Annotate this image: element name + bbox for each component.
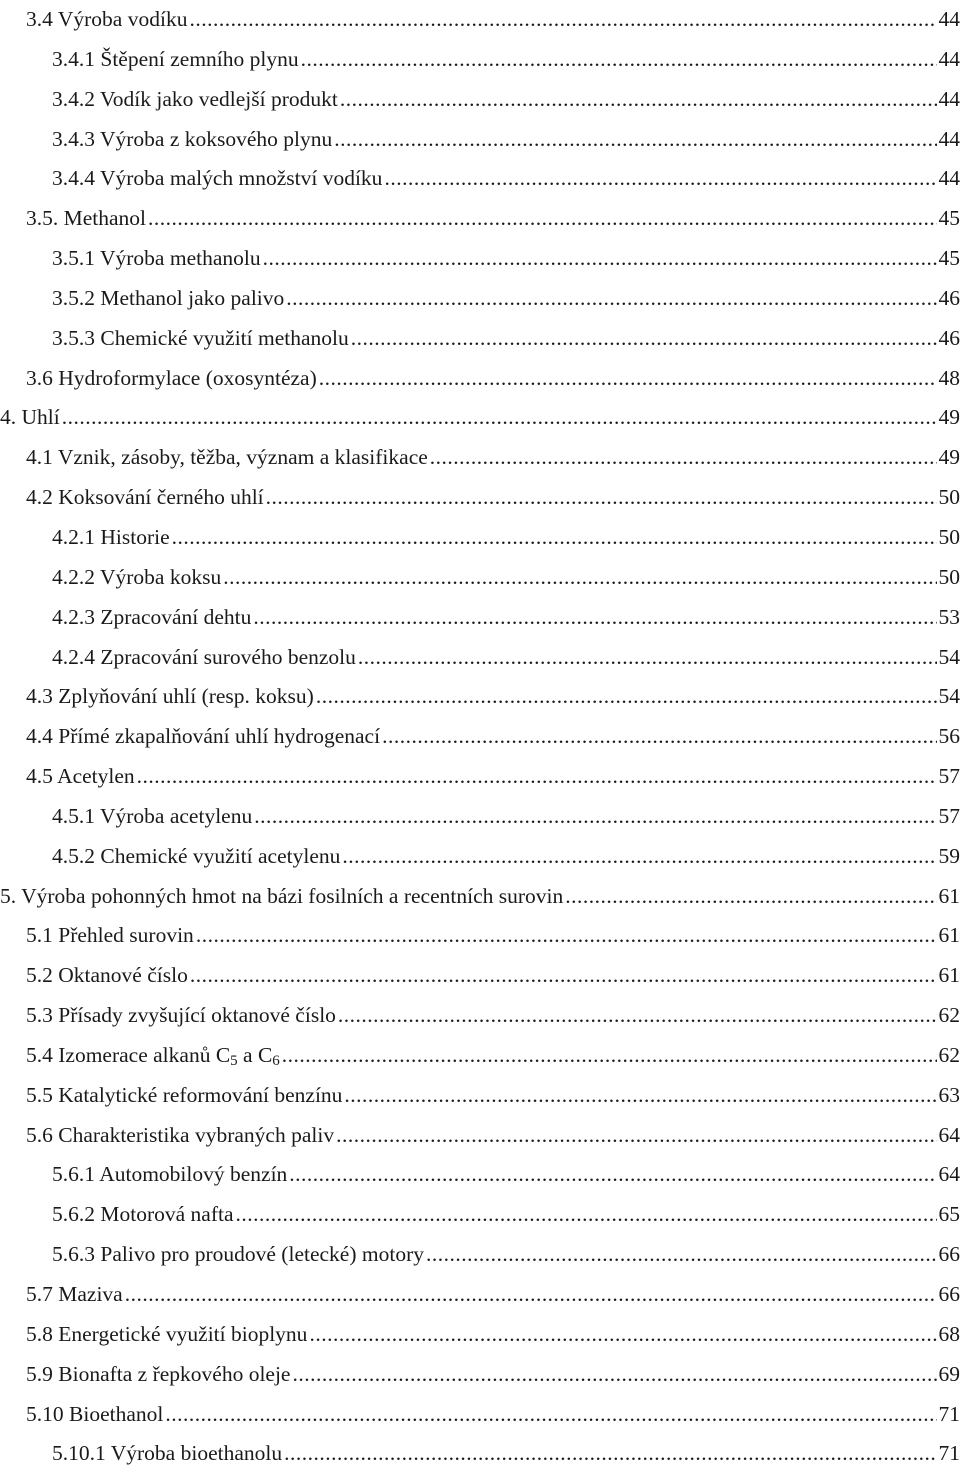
toc-entry-5-6-2[interactable] [0,1195,960,1235]
toc-page-number: 50 [939,484,960,510]
toc-page-number: 49 [939,444,960,470]
toc-entry-3-4-3[interactable] [0,120,960,160]
toc-page-number: 65 [939,1201,960,1227]
toc-entry-5-9[interactable] [0,1355,960,1395]
dot-leader [137,763,937,789]
dot-leader [189,6,936,32]
dot-leader [358,644,937,670]
toc-entry-5[interactable] [0,877,960,917]
toc-entry-label: 3.4.4 Výroba malých množství vodíku [52,165,382,191]
dot-leader [266,484,937,510]
toc-entry-5-7[interactable] [0,1275,960,1315]
toc-entry-3-4-1[interactable] [0,40,960,80]
dot-leader [190,962,937,988]
toc-entry-label-text: 5.4 Izomerace alkanů C [26,1043,230,1067]
toc-entry-4-5-1[interactable] [0,797,960,837]
toc-page-number: 69 [939,1361,960,1387]
dot-leader [286,285,936,311]
toc-entry-label: 5.8 Energetické využití bioplynu [26,1321,307,1347]
toc-entry-label [26,1042,280,1068]
toc-entry-3-4-4[interactable] [0,159,960,199]
toc-entry-4-5[interactable] [0,757,960,797]
toc-entry-3-4[interactable] [0,0,960,40]
toc-entry-4-2-1[interactable] [0,518,960,558]
dot-leader [351,325,937,351]
toc-entry-5-6-3[interactable] [0,1235,960,1275]
toc-entry-label: 5.6.3 Palivo pro proudové (letecké) motory [52,1241,424,1267]
toc-entry-label: 4.5.1 Výroba acetylenu [52,803,252,829]
toc-entry-label-text: a C [238,1043,273,1067]
toc-entry-4-4[interactable] [0,717,960,757]
toc-entry-5-4[interactable] [0,1036,960,1076]
toc-page-number: 59 [939,843,960,869]
subscript: 5 [230,1053,238,1069]
toc-entry-label: 4.5 Acetylen [26,763,135,789]
dot-leader [316,683,937,709]
toc-page-number: 44 [939,86,960,112]
dot-leader [125,1281,937,1307]
toc-page-number: 61 [939,922,960,948]
toc-entry-label: 3.5.1 Výroba methanolu [52,245,261,271]
toc-page-number: 66 [939,1241,960,1267]
toc-entry-label: 5.10.1 Výroba bioethanolu [52,1440,282,1466]
dot-leader [344,1082,936,1108]
toc-page-number: 61 [939,962,960,988]
toc-entry-4-3[interactable] [0,677,960,717]
toc-entry-label: 5.6.2 Motorová nafta [52,1201,234,1227]
toc-entry-label: 5.7 Maziva [26,1281,123,1307]
toc-page-number: 71 [939,1440,960,1466]
toc-entry-label: 5.5 Katalytické reformování benzínu [26,1082,342,1108]
dot-leader [565,883,936,909]
toc-entry-3-5-3[interactable] [0,319,960,359]
toc-page-number: 68 [939,1321,960,1347]
toc-entry-5-8[interactable] [0,1315,960,1355]
toc-entry-label: 3.5.3 Chemické využití methanolu [52,325,349,351]
toc-entry-3-5-2[interactable] [0,279,960,319]
dot-leader [223,564,936,590]
subscript: 6 [272,1053,280,1069]
toc-entry-5-5[interactable] [0,1076,960,1116]
dot-leader [284,1440,936,1466]
dot-leader [253,604,936,630]
toc-entry-label: 4.2.1 Historie [52,524,170,550]
toc-page-number: 61 [939,883,960,909]
dot-leader [319,365,937,391]
toc-page-number: 62 [939,1042,960,1068]
toc-page-number: 57 [939,763,960,789]
toc-entry-label: 5.1 Přehled surovin [26,922,194,948]
toc-page-number: 56 [939,723,960,749]
dot-leader [426,1241,937,1267]
dot-leader [263,245,937,271]
toc-page-number: 54 [939,683,960,709]
toc-entry-label: 4.5.2 Chemické využití acetylenu [52,843,340,869]
toc-entry-label: 3.5. Methanol [26,205,146,231]
toc-entry-5-1[interactable] [0,916,960,956]
toc-page-number: 50 [939,564,960,590]
toc-page-number: 53 [939,604,960,630]
toc-page-number: 46 [939,285,960,311]
dot-leader [148,205,936,231]
toc-entry-label: 5.10 Bioethanol [26,1401,163,1427]
dot-leader [384,165,936,191]
dot-leader [172,524,937,550]
toc-entry-label: 3.4 Výroba vodíku [26,6,187,32]
toc-entry-5-10[interactable] [0,1395,960,1435]
toc-page-number: 44 [939,126,960,152]
toc-page-number: 46 [939,325,960,351]
toc-entry-4-5-2[interactable] [0,837,960,877]
dot-leader [292,1361,936,1387]
toc-entry-4-2[interactable] [0,478,960,518]
dot-leader [254,803,936,829]
toc-entry-4-1[interactable] [0,438,960,478]
toc-page-number: 64 [939,1122,960,1148]
dot-leader [196,922,937,948]
dot-leader [336,1122,936,1148]
toc-entry-5-6-1[interactable] [0,1155,960,1195]
dot-leader [430,444,937,470]
toc-entry-4-2-2[interactable] [0,558,960,598]
toc-page-number: 45 [939,245,960,271]
toc-entry-label: 4. Uhlí [0,404,60,430]
toc-entry-label: 4.2.2 Výroba koksu [52,564,221,590]
toc-entry-3-6[interactable] [0,359,960,399]
toc-entry-label: 3.4.3 Výroba z koksového plynu [52,126,332,152]
toc-entry-4-2-3[interactable] [0,598,960,638]
toc-page-number: 71 [939,1401,960,1427]
toc-entry-label: 3.4.2 Vodík jako vedlejší produkt [52,86,338,112]
dot-leader [342,843,936,869]
toc-entry-5-3[interactable] [0,996,960,1036]
toc-entry-label: 5.6.1 Automobilový benzín [52,1161,287,1187]
toc-page-number: 62 [939,1002,960,1028]
toc-page-number: 57 [939,803,960,829]
toc-page-number: 45 [939,205,960,231]
toc-page-number: 49 [939,404,960,430]
toc-entry-label: 4.3 Zplyňování uhlí (resp. koksu) [26,683,314,709]
dot-leader [309,1321,936,1347]
toc-entry-label: 5.3 Přísady zvyšující oktanové číslo [26,1002,336,1028]
toc-entry-label: 5.6 Charakteristika vybraných paliv [26,1122,334,1148]
dot-leader [338,1002,937,1028]
toc-entry-label: 3.6 Hydroformylace (oxosyntéza) [26,365,317,391]
toc-entry-5-10-1[interactable] [0,1434,960,1474]
dot-leader [340,86,937,112]
toc-page-number: 63 [939,1082,960,1108]
toc-entry-label: 4.1 Vznik, zásoby, těžba, význam a klasifikace [26,444,428,470]
toc-entry-5-2[interactable] [0,956,960,996]
toc-page-number: 54 [939,644,960,670]
toc-entry-label: 5.9 Bionafta z řepkového oleje [26,1361,290,1387]
toc-entry-label: 4.2 Koksování černého uhlí [26,484,264,510]
toc-entry-label: 3.5.2 Methanol jako palivo [52,285,284,311]
toc-page-number: 66 [939,1281,960,1307]
toc-page-number: 44 [939,46,960,72]
dot-leader [382,723,936,749]
toc-page-number: 50 [939,524,960,550]
toc-entry-label: 4.2.3 Zpracování dehtu [52,604,251,630]
toc-page-number: 44 [939,6,960,32]
toc-entry-label: 3.4.1 Štěpení zemního plynu [52,46,299,72]
toc-entry-3-5[interactable] [0,199,960,239]
toc-entry-4-2-4[interactable] [0,638,960,678]
dot-leader [236,1201,937,1227]
toc-entry-3-4-2[interactable] [0,80,960,120]
dot-leader [301,46,937,72]
toc-entry-label: 5. Výroba pohonných hmot na bázi fosilních a recentních surovin [0,883,563,909]
toc-entry-label: 5.2 Oktanové číslo [26,962,188,988]
toc-page-number: 48 [939,365,960,391]
toc-entry-4[interactable] [0,398,960,438]
dot-leader [165,1401,936,1427]
dot-leader [334,126,936,152]
toc-page-number: 64 [939,1161,960,1187]
toc-page-number: 44 [939,165,960,191]
toc-entry-5-6[interactable] [0,1116,960,1156]
dot-leader [62,404,937,430]
toc-entry-label: 4.4 Přímé zkapalňování uhlí hydrogenací [26,723,380,749]
dot-leader [282,1042,937,1068]
toc-entry-label: 4.2.4 Zpracování surového benzolu [52,644,356,670]
dot-leader [289,1161,936,1187]
toc-entry-3-5-1[interactable] [0,239,960,279]
